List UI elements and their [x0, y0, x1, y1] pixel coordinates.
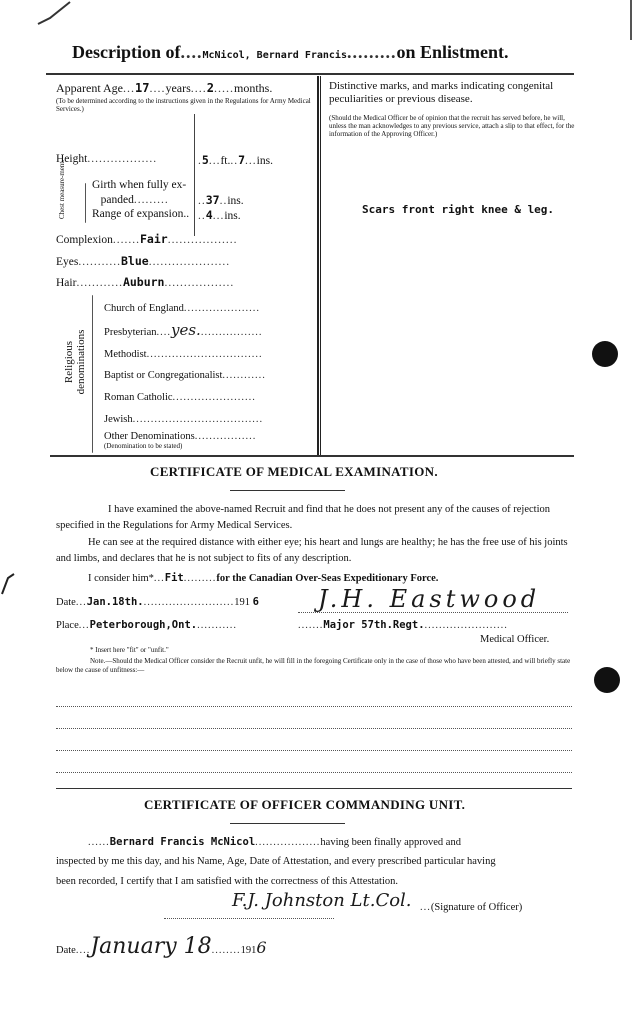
medical-officer-label: Medical Officer. — [480, 634, 550, 645]
commanding-para-a: ......Bernard Francis McNicol..................having been finally approved and — [88, 836, 461, 848]
commanding-date-row: Date....January 18........1916 — [56, 934, 267, 959]
stray-pen-mark-top — [20, 0, 80, 40]
officer-rank-row: .......Major 57th.Regt........................ — [298, 619, 508, 631]
column-divider — [317, 76, 319, 455]
commanding-cert-title: CERTIFICATE OF OFFICER COMMANDING UNIT. — [144, 797, 466, 812]
age-note: (To be determined according to the instructions given in the Regulations for Army Medical Services.) — [56, 97, 311, 113]
hair-value: Auburn — [122, 275, 165, 289]
religion-item: Presbyterian....yes.................. — [104, 320, 263, 339]
commanding-para-b: inspected by me this day, and his Name, Age, Date of Attestation, and every prescribed particular having — [56, 856, 496, 867]
stray-pen-mark-left — [0, 570, 20, 600]
girth-label: Girth when fully ex- panded......... — [92, 179, 187, 206]
commanding-officer-signature: F.J. Johnston Lt.Col. — [232, 890, 412, 911]
form-title: Description of....McNicol, Bernard Francis.........on Enlistment. — [72, 42, 509, 62]
distinctive-marks-heading: Distinctive marks, and marks indicating congenital peculiarities or previous disease. — [329, 80, 554, 105]
medical-para-2: He can see at the required distance with either eye; his heart and lungs are healthy; he has the free use of his joints and limbs, and declares that he is not subject to fits of any description. — [56, 537, 568, 564]
unfitness-line-1[interactable] — [56, 706, 572, 707]
apparent-age-row: Apparent Age...17....years....2.....months. — [56, 81, 273, 95]
medical-cert-title: CERTIFICATE OF MEDICAL EXAMINATION. — [150, 464, 438, 479]
distinctive-marks-value: Scars front right knee & leg. — [362, 203, 555, 216]
signature-line — [298, 612, 568, 613]
medical-date-row: Date...Jan.18th..........................191 6 — [56, 596, 259, 608]
unfitness-line-4[interactable] — [56, 772, 572, 773]
eyes-value: Blue — [120, 254, 149, 268]
commanding-date-value: January 18 — [90, 934, 212, 959]
header-rule — [46, 73, 574, 75]
column-divider-2 — [320, 76, 321, 455]
hair-row: Hair............Auburn.................. — [56, 275, 235, 289]
religion-item: Other Denominations................. — [104, 430, 257, 442]
section-rule — [50, 455, 574, 457]
complexion-value: Fair — [140, 232, 168, 246]
officer-rank: Major 57th.Regt. — [323, 619, 425, 631]
commanding-recruit-name: Bernard Francis McNicol — [109, 836, 256, 848]
section-rule-2 — [56, 788, 572, 789]
commanding-para-c: been recorded, I certify that I am satisfied with the correctness of this Attestation. — [56, 876, 399, 887]
medical-officer-signature: J.H. Eastwood — [318, 585, 541, 613]
unfitness-line-2[interactable] — [56, 728, 572, 729]
religion-item: Roman Catholic....................... — [104, 392, 256, 404]
girth-value: ..37..ins. — [198, 193, 244, 207]
title-prefix: Description of — [72, 42, 181, 62]
religion-item: Methodist................................ — [104, 348, 263, 360]
recruit-name: McNicol, Bernard Francis — [202, 50, 347, 61]
punch-hole-top — [592, 341, 618, 367]
measure-divider — [194, 114, 195, 236]
distinctive-marks-note: (Should the Medical Officer be of opinion that the recruit has served before, he will, unless the man acknowledges to any previous service, attach a slip to that effect, for the information of the Approving Officer.) — [329, 114, 575, 138]
religion-brace — [92, 295, 93, 453]
fit-footnote: * Insert here "fit" or "unfit." — [90, 646, 169, 654]
medical-para-1: I have examined the above-named Recruit and find that he does not present any of the causes of rejection specified in the Regulations for Army Medical Services. — [56, 504, 550, 531]
fitness-value: Fit — [164, 572, 184, 584]
age-months: 2 — [206, 81, 214, 95]
right-edge-shadow — [630, 0, 632, 40]
eyes-row: Eyes...........Blue..................... — [56, 254, 231, 268]
unfitness-line-3[interactable] — [56, 750, 572, 751]
signature-of-officer-label: ...(Signature of Officer) — [420, 902, 523, 913]
unfit-note: Note.—Should the Medical Officer consider the Recruit unfit, he will fill in the foregoing Certificate only in the case of those who have been attested, and will briefly state below the cause of unfitness:— — [56, 657, 571, 674]
range-label: Range of expansion.. — [92, 208, 190, 220]
commanding-title-rule — [230, 823, 345, 824]
religion-side-label: Religious denominations — [63, 329, 87, 395]
other-denomination-note: (Denomination to be stated) — [104, 442, 183, 450]
complexion-row: Complexion.......Fair.................. — [56, 232, 238, 246]
religion-list — [104, 298, 266, 443]
medical-date-value: Jan.18th. — [86, 596, 144, 608]
religion-item: Church of England..................... — [104, 303, 261, 314]
range-value: ..4...ins. — [198, 208, 241, 222]
chest-brace — [85, 183, 86, 223]
chest-side-label: Chest measure-ment. — [58, 159, 66, 219]
punch-hole-bottom — [594, 667, 620, 693]
medical-title-rule — [230, 490, 345, 491]
presbyterian-value: yes. — [171, 320, 201, 339]
age-years: 17 — [134, 81, 150, 95]
height-value: .5...ft...7...ins. — [198, 153, 273, 167]
medical-place-value: Peterborough,Ont. — [89, 619, 198, 631]
religion-item: Jewish.................................... — [104, 413, 264, 425]
title-suffix: on Enlistment. — [396, 42, 509, 62]
consider-row: I consider him*...Fit.........for the Canadian Over-Seas Expeditionary Force. — [88, 572, 439, 584]
medical-place-row: Place...Peterborough,Ont............ — [56, 619, 237, 631]
height-label: Height.................. — [56, 153, 158, 165]
religion-item: Baptist or Congregationalist............ — [104, 370, 266, 382]
commanding-signature-line — [164, 918, 334, 919]
